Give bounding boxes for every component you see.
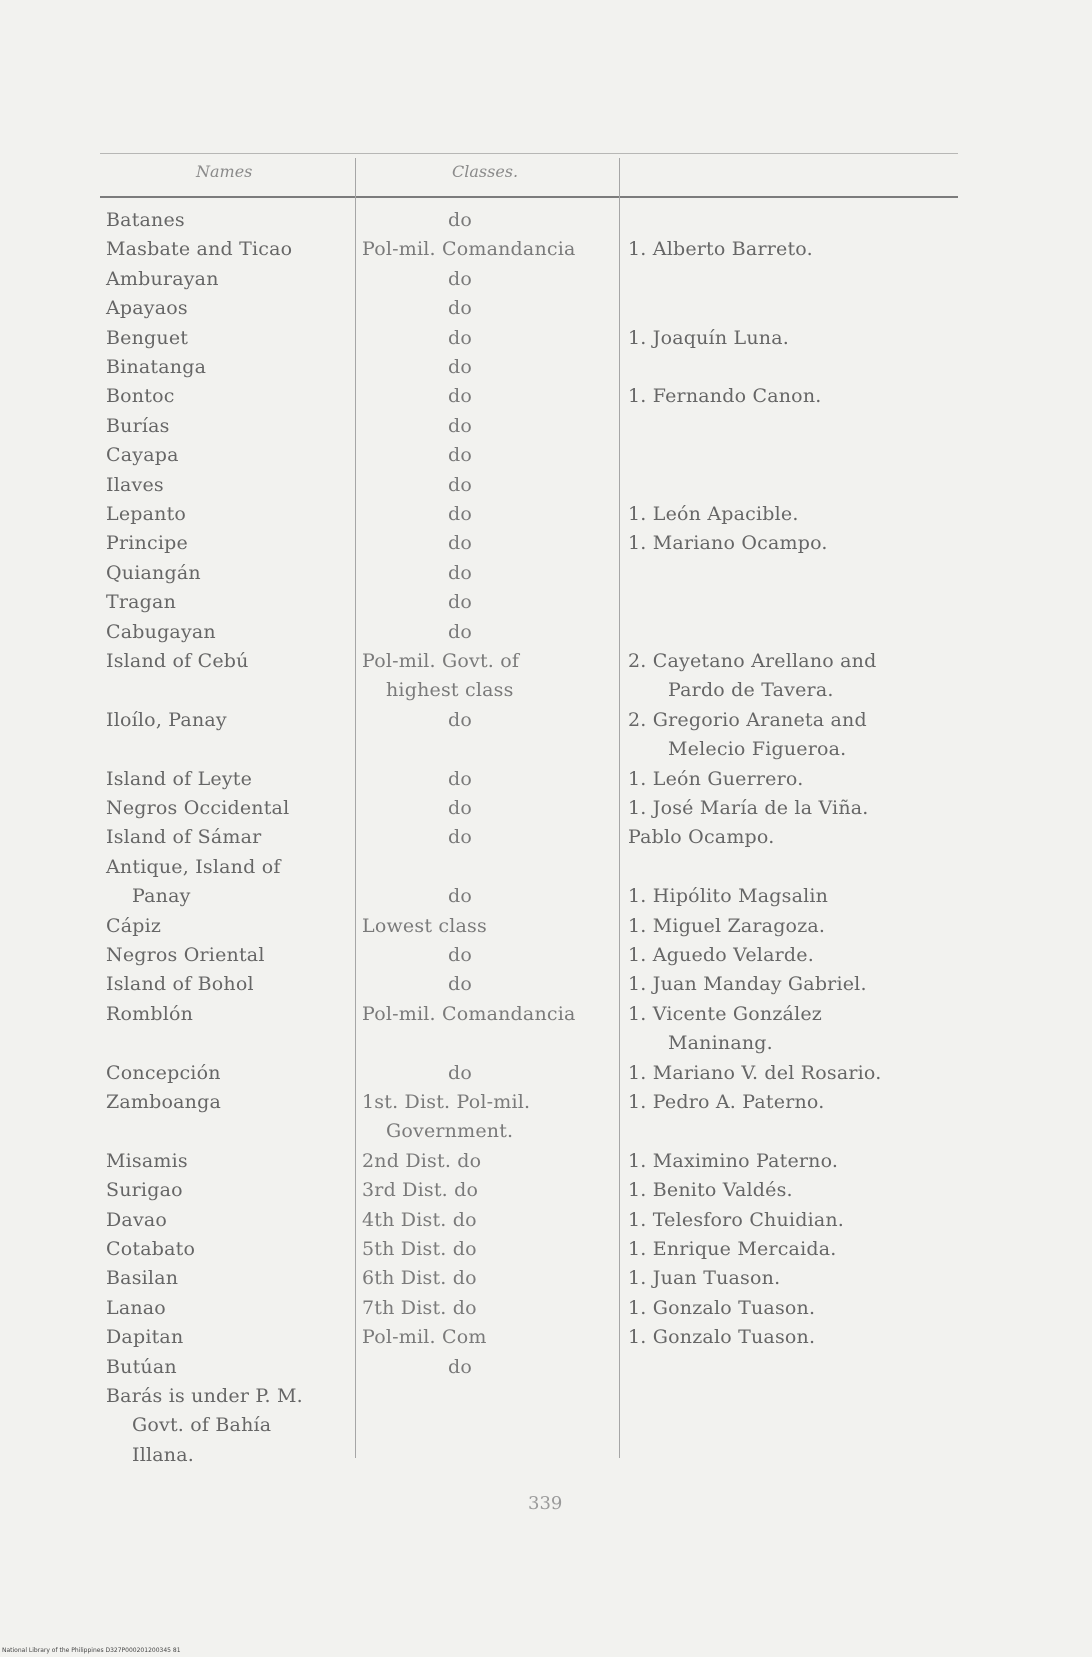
row-name: Lanao (106, 1296, 166, 1319)
row-class: 2nd Dist. do (362, 1149, 482, 1172)
archive-footer: National Library of the Philippines D327P000201200345 81 (2, 1647, 181, 1654)
row-person: 1. León Guerrero. (628, 767, 804, 790)
row-name: Batanes (106, 209, 185, 231)
row-name: Amburayan (106, 267, 219, 290)
row-name: Cotabato (106, 1238, 196, 1260)
row-class: do (448, 267, 473, 290)
row-name: Principe (106, 532, 188, 555)
row-class: Lowest class (362, 914, 487, 937)
row-person: 1. Maximino Paterno. (628, 1149, 839, 1172)
row-class: do (448, 885, 473, 908)
row-class: do (448, 826, 473, 849)
row-name: Zamboanga (106, 1091, 222, 1113)
row-person: Melecio Figueroa. (668, 738, 847, 761)
row-person: 1. Aguedo Velarde. (628, 944, 814, 966)
row-person: 1. Gonzalo Tuason. (628, 1326, 816, 1349)
row-class: do (448, 473, 473, 496)
row-person: 1. Fernando Canon. (628, 385, 822, 408)
row-name: Island of Sámar (106, 826, 262, 849)
row-name: Barás is under P. M. (106, 1385, 303, 1407)
row-person: 2. Gregorio Araneta and (628, 708, 867, 731)
row-person: 1. Joaquín Luna. (628, 326, 789, 349)
names-column-header: Names (196, 162, 253, 181)
row-person: 1. Benito Valdés. (628, 1179, 793, 1202)
row-name: Concepción (106, 1061, 221, 1084)
row-class: do (448, 1061, 473, 1084)
row-name: Cayapa (106, 444, 179, 467)
row-class: do (448, 944, 473, 966)
row-class: do (448, 973, 473, 996)
row-class: do (448, 356, 473, 378)
row-name: Basilan (106, 1267, 179, 1290)
row-person: 1. Vicente González (628, 1002, 822, 1025)
row-name: Cabugayan (106, 620, 216, 643)
row-name: Ilaves (106, 473, 164, 496)
row-class: 7th Dist. do (362, 1296, 477, 1319)
row-name: Butúan (106, 1355, 177, 1378)
row-name: Benguet (106, 326, 189, 349)
row-class: do (448, 297, 473, 320)
row-class: do (448, 561, 473, 584)
row-name: Antique, Island of (106, 855, 281, 878)
row-person: 1. Juan Manday Gabriel. (628, 973, 867, 996)
row-person: 1. Enrique Mercaida. (628, 1238, 837, 1260)
row-person: 2. Cayetano Arellano and (628, 650, 877, 672)
row-class: do (448, 591, 473, 614)
classes-column-header: Classes. (452, 162, 519, 181)
row-class: 3rd Dist. do (362, 1179, 479, 1202)
row-person: 1. José María de la Viña. (628, 797, 869, 819)
row-class: Pol-mil. Comandancia (362, 1002, 576, 1025)
row-person: Maninang. (668, 1032, 773, 1055)
row-class: 5th Dist. do (362, 1238, 477, 1260)
row-person: 1. Mariano V. del Rosario. (628, 1061, 882, 1084)
row-class: Pol-mil. Govt. of (362, 650, 520, 672)
row-name: Illana. (132, 1443, 194, 1466)
row-class: do (448, 620, 473, 643)
row-class: do (448, 444, 473, 467)
row-class: highest class (386, 679, 514, 702)
row-person: Pablo Ocampo. (628, 826, 775, 849)
row-name: Negros Oriental (106, 944, 265, 966)
row-class: 4th Dist. do (362, 1208, 477, 1231)
row-class: do (448, 209, 473, 231)
row-name: Surigao (106, 1179, 183, 1202)
row-class: do (448, 532, 473, 555)
row-class: do (448, 767, 473, 790)
row-name: Tragan (106, 591, 177, 614)
row-name: Govt. of Bahía (132, 1414, 272, 1437)
row-person: 1. Mariano Ocampo. (628, 532, 828, 555)
row-class: Pol-mil. Comandancia (362, 238, 576, 261)
row-name: Island of Leyte (106, 767, 253, 790)
row-class: do (448, 1355, 473, 1378)
row-class: Pol-mil. Com (362, 1326, 487, 1349)
row-name: Cápiz (106, 914, 162, 937)
row-class: do (448, 708, 473, 731)
row-name: Lepanto (106, 503, 187, 525)
row-person: 1. Hipólito Magsalin (628, 885, 829, 908)
row-name: Panay (132, 885, 191, 908)
page-number: 339 (528, 1493, 563, 1514)
row-name: Island of Cebú (106, 650, 249, 672)
row-class: do (448, 797, 473, 819)
row-name: Davao (106, 1208, 168, 1231)
row-person: 1. Gonzalo Tuason. (628, 1296, 816, 1319)
row-name: Masbate and Ticao (106, 238, 293, 261)
row-class: 6th Dist. do (362, 1267, 477, 1290)
row-name: Apayaos (106, 297, 188, 320)
row-name: Romblón (106, 1002, 194, 1025)
row-name: Island of Bohol (106, 973, 254, 996)
row-person: 1. Juan Tuason. (628, 1267, 781, 1290)
row-class: Government. (386, 1120, 514, 1143)
row-name: Iloílo, Panay (106, 708, 227, 731)
row-name: Bontoc (106, 385, 175, 408)
row-person: 1. Pedro A. Paterno. (628, 1091, 825, 1113)
row-name: Burías (106, 414, 170, 437)
row-class: 1st. Dist. Pol-mil. (362, 1091, 531, 1113)
row-name: Misamis (106, 1149, 188, 1172)
row-name: Binatanga (106, 356, 207, 378)
row-name: Negros Occidental (106, 797, 290, 819)
row-person: 1. Miguel Zaragoza. (628, 914, 826, 937)
row-person: Pardo de Tavera. (668, 679, 834, 702)
row-person: 1. Alberto Barreto. (628, 238, 813, 261)
row-person: 1. León Apacible. (628, 503, 799, 525)
row-class: do (448, 385, 473, 408)
row-name: Quiangán (106, 561, 201, 584)
row-class: do (448, 326, 473, 349)
row-class: do (448, 414, 473, 437)
row-name: Dapitan (106, 1326, 184, 1349)
row-person: 1. Telesforo Chuidian. (628, 1208, 845, 1231)
row-class: do (448, 503, 473, 525)
